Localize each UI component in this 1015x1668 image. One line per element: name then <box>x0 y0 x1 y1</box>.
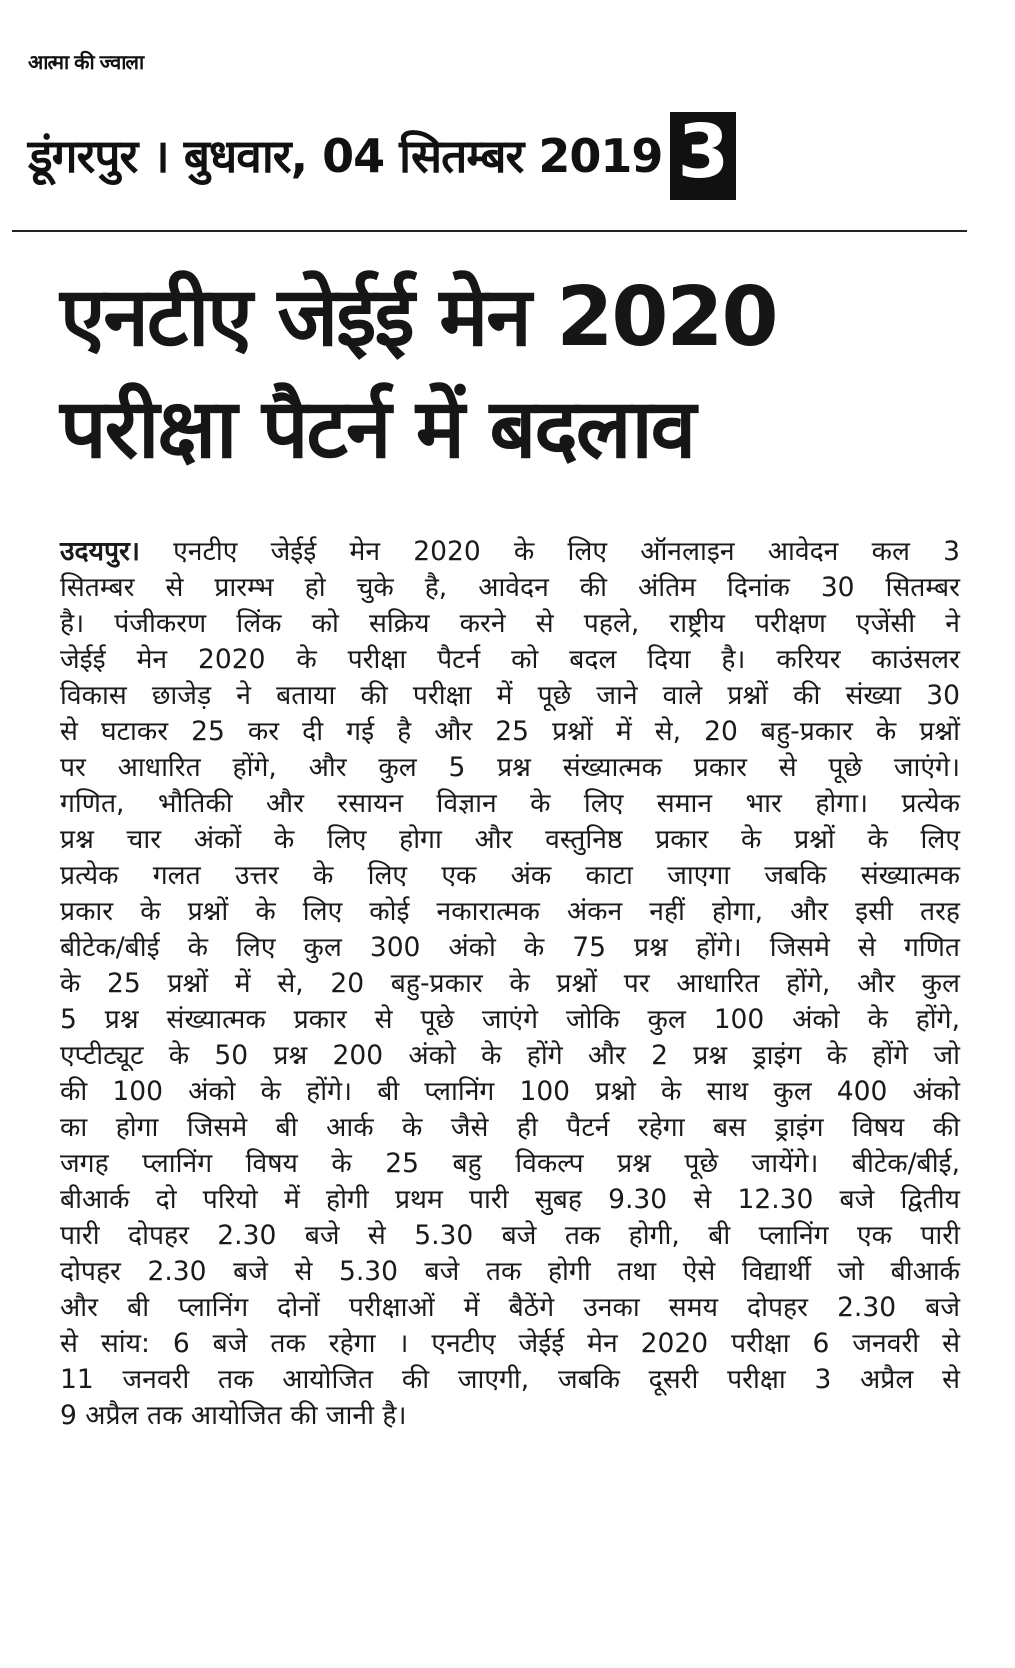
article-line: से सांय: 6 बजे तक रहेगा । एनटीए जेईई मेन 2020 परीक्षा 6 जनवरी से <box>60 1328 960 1359</box>
article-line: विकास छाजेड़ ने बताया की परीक्षा में पूछे जाने वाले प्रश्नों की संख्या 30 <box>60 680 960 711</box>
article-line: प्रत्येक गलत उत्तर के लिए एक अंक काटा जाएगा जबकि संख्यात्मक <box>60 860 960 891</box>
article-line: और बी प्लानिंग दोनों परीक्षाओं में बैठेंगे उनका समय दोपहर 2.30 बजे <box>60 1292 960 1323</box>
headline-line-2: परीक्षा पैटर्न में बदलाव <box>60 382 695 477</box>
dateline-row <box>28 109 736 200</box>
article-line: पारी दोपहर 2.30 बजे से 5.30 बजे तक होगी, बी प्लानिंग एक पारी <box>60 1220 960 1251</box>
article-line: प्रश्न चार अंकों के लिए होगा और वस्तुनिष्ठ प्रकार के प्रश्नों के लिए <box>60 824 960 855</box>
article-body <box>60 534 960 1434</box>
article-line: 5 प्रश्न संख्यात्मक प्रकार से पूछे जाएंगे जोकि कुल 100 अंको के होंगे, <box>60 1004 960 1035</box>
article-line: प्रकार के प्रश्नों के लिए कोई नकारात्मक अंकन नहीं होगा, और इसी तरह <box>60 896 960 927</box>
article-line <box>60 534 960 570</box>
masthead-divider <box>12 230 967 232</box>
article-line: की 100 अंको के होंगे। बी प्लानिंग 100 प्रश्नो के साथ कुल 400 अंको <box>60 1076 960 1107</box>
article-line: का होगा जिसमे बी आर्क के जैसे ही पैटर्न रहेगा बस ड्राइंग विषय की <box>60 1112 960 1143</box>
article-line-text: एनटीए जेईई मेन 2020 के लिए ऑनलाइन आवेदन कल 3 <box>139 536 960 567</box>
article-line: के 25 प्रश्नों में से, 20 बहु-प्रकार के प्रश्नों पर आधारित होंगे, और कुल <box>60 968 960 999</box>
article-line: एप्टीट्यूट के 50 प्रश्न 200 अंको के होंगे और 2 प्रश्न ड्राइंग के होंगे जो <box>60 1040 960 1071</box>
dateline: डूंगरपुर । बुधवार, 04 सितम्बर 2019 <box>28 129 663 183</box>
article-line: पर आधारित होंगे, और कुल 5 प्रश्न संख्यात्मक प्रकार से पूछे जाएंगे। <box>60 752 960 783</box>
article-line: 11 जनवरी तक आयोजित की जाएगी, जबकि दूसरी परीक्षा 3 अप्रैल से <box>60 1364 960 1395</box>
article-line: सितम्बर से प्रारम्भ हो चुके है, आवेदन की अंतिम दिनांक 30 सितम्बर <box>60 572 960 603</box>
headline-line-1: एनटीए जेईई मेन 2020 <box>60 270 777 365</box>
page-number-badge: 3 <box>670 112 736 200</box>
article-line: बीआर्क दो परियो में होगी प्रथम पारी सुबह 9.30 से 12.30 बजे द्वितीय <box>60 1184 960 1215</box>
article-line: जेईई मेन 2020 के परीक्षा पैटर्न को बदल दिया है। करियर काउंसलर <box>60 644 960 675</box>
article-place: उदयपुर। <box>60 536 140 567</box>
headline <box>60 262 980 486</box>
article-line: 9 अप्रैल तक आयोजित की जानी है। <box>60 1400 407 1431</box>
newspaper-name: आत्मा की ज्वाला <box>28 50 144 74</box>
masthead <box>28 22 968 102</box>
article-line: दोपहर 2.30 बजे से 5.30 बजे तक होगी तथा ऐसे विद्यार्थी जो बीआर्क <box>60 1256 960 1287</box>
article-line: है। पंजीकरण लिंक को सक्रिय करने से पहले, राष्ट्रीय परीक्षण एजेंसी ने <box>60 608 960 639</box>
article-line: गणित, भौतिकी और रसायन विज्ञान के लिए समान भार होगा। प्रत्येक <box>60 788 960 819</box>
article-line: जगह प्लानिंग विषय के 25 बहु विकल्प प्रश्न पूछे जायेंगे। बीटेक/बीई, <box>60 1148 960 1179</box>
article-line: से घटाकर 25 कर दी गई है और 25 प्रश्नों में से, 20 बहु-प्रकार के प्रश्नों <box>60 716 960 747</box>
article-line: बीटेक/बीई के लिए कुल 300 अंको के 75 प्रश्न होंगे। जिसमे से गणित <box>60 932 960 963</box>
